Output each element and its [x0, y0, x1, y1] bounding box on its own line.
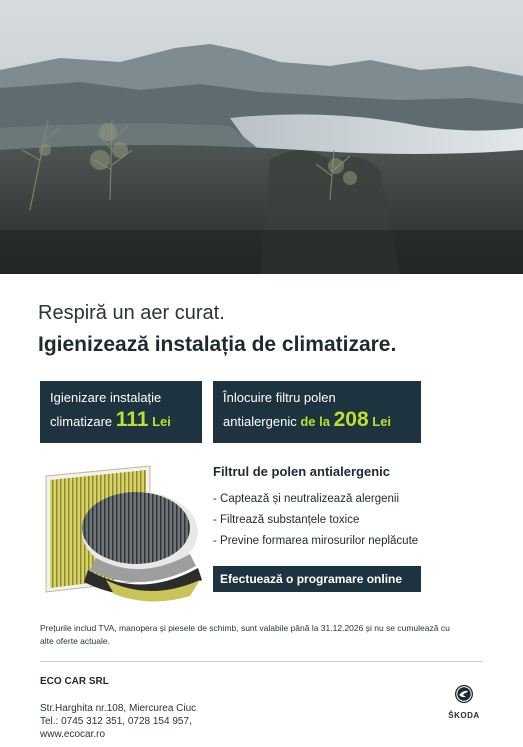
offer-cleaning-price: 111 — [115, 408, 149, 431]
list-item: - Filtrează substanțele toxice — [213, 514, 360, 526]
offer-cleaning-line-2 — [50, 409, 192, 433]
pollen-filter-image — [40, 462, 206, 602]
offer-cleaning-label-top: Igienizare instalație — [50, 390, 162, 405]
company-contact — [40, 702, 196, 741]
offer-filter-label-bottom: antialergenic — [223, 414, 297, 429]
offer-cleaning-price-box — [40, 381, 202, 443]
list-item: - Captează și neutralizează alergenii — [213, 493, 400, 505]
offer-filter-price-box — [213, 381, 421, 443]
filter-info — [213, 464, 503, 552]
hero-landscape-image — [0, 0, 523, 274]
price-disclaimer: Prețurile includ TVA, manopera și piesele de schimb, sunt valabile până la 31.12.2026 și nu se cumulează cu alte oferte actuale. — [40, 623, 450, 646]
list-item: - Previne formarea mirosurilor neplăcute — [213, 535, 419, 547]
company-website[interactable]: www.ecocar.ro — [40, 729, 106, 740]
offer-filter-label-top: Înlocuire filtru polen — [223, 390, 336, 405]
skoda-logo-icon — [454, 684, 474, 704]
offer-filter-line-2 — [223, 409, 411, 433]
offer-cleaning-label-bottom: climatizare — [50, 414, 113, 429]
offer-filter-price: 208 — [333, 408, 369, 431]
headline-line-1: Respiră un aer curat. — [38, 302, 225, 324]
filter-info-title: Filtrul de polen antialergenic — [213, 464, 390, 479]
company-address: Str.Harghita nr.108, Miercurea Ciuc — [40, 703, 197, 714]
headline — [38, 300, 508, 360]
brand-name: ŠKODA — [448, 711, 480, 720]
company-phone: Tel.: 0745 312 351, 0728 154 957, — [40, 716, 192, 727]
offer-cleaning-currency: Lei — [152, 414, 171, 429]
offer-filter-currency: Lei — [372, 414, 392, 429]
offer-filter-price-prefix: de la — [300, 414, 330, 429]
company-name: ECO CAR SRL — [40, 676, 109, 687]
divider — [40, 661, 483, 662]
brand-logo — [444, 684, 484, 720]
online-appointment-button[interactable]: Efectuează o programare online — [213, 566, 421, 592]
filter-benefits-list — [213, 489, 503, 552]
headline-line-2: Igienizează instalația de climatizare. — [38, 333, 397, 356]
